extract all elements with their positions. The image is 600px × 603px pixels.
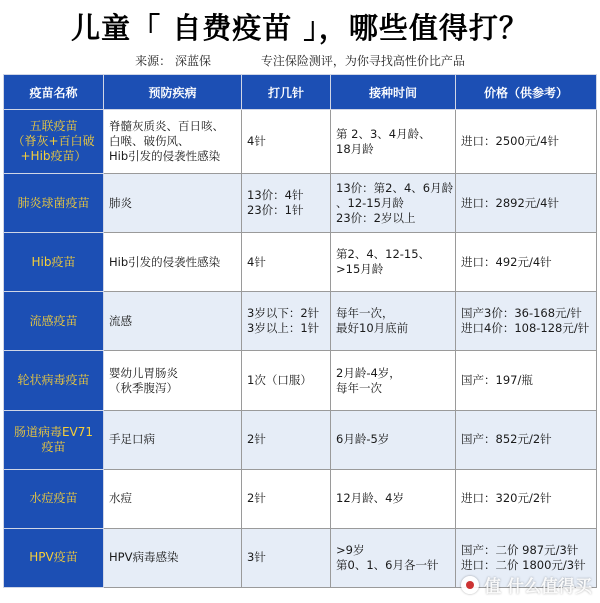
disease-cell-line: 流感 (109, 313, 132, 328)
schedule-cell-line: 2月龄-4岁， (336, 365, 401, 380)
doses-cell (242, 233, 331, 292)
schedule-cell-line: >15月龄 (336, 262, 384, 277)
table-row (4, 410, 597, 469)
doses-cell (242, 351, 331, 410)
schedule-cell-line: 12月龄、4岁 (336, 491, 404, 506)
table-row (4, 233, 597, 292)
doses-cell (242, 174, 331, 233)
price-cell (456, 110, 597, 174)
price-cell-line: 国产：197/瓶 (461, 373, 533, 387)
price-cell (456, 174, 597, 233)
disease-cell (104, 410, 242, 469)
disease-cell (104, 110, 242, 174)
price-cell-line: 国产：852元/2针 (461, 432, 552, 447)
disease-cell-line: （秋季腹泻） (109, 380, 178, 395)
column-header-time: 接种时间 (331, 75, 456, 110)
price-cell-line: 进口：492元/4针 (461, 254, 552, 269)
vaccine-name-cell (4, 528, 104, 587)
disease-cell-line: 白喉、破伤风、 (109, 134, 190, 149)
disease-cell (104, 528, 242, 587)
doses-cell-line: 3针 (247, 550, 266, 565)
vaccine-name-cell-line: Hib疫苗 (31, 254, 76, 269)
disease-cell-line: 婴幼儿胃肠炎 (109, 365, 178, 380)
doses-cell-line: 23价：1针 (247, 203, 304, 218)
vaccine-name-cell-line: 轮状病毒疫苗 (17, 373, 90, 387)
doses-cell (242, 410, 331, 469)
column-header-doses: 打几针 (242, 75, 331, 110)
schedule-cell-line: 第 2、3、4月龄、 (336, 126, 431, 141)
price-cell (456, 351, 597, 410)
disease-cell (104, 469, 242, 528)
schedule-cell-line: 第0、1、6月各一针 (336, 557, 439, 572)
subtitle (0, 52, 600, 69)
column-header-disease: 预防疾病 (104, 75, 242, 110)
schedule-cell-line: 每年一次 (336, 380, 382, 395)
schedule-cell (331, 351, 456, 410)
disease-cell-line: 水痘 (109, 491, 132, 506)
doses-cell-line: 3岁以上：1针 (247, 321, 320, 336)
page-title: 儿童「 自费疫苗 」，哪些值得打？ (71, 11, 529, 45)
vaccine-name-cell-line: 流感疫苗 (29, 313, 78, 328)
vaccine-name-cell-line: 水痘疫苗 (29, 491, 78, 506)
disease-cell (104, 233, 242, 292)
table-body (4, 110, 597, 588)
vaccine-name-cell (4, 110, 104, 174)
table-header-row (4, 75, 597, 110)
disease-cell-line: 肺炎 (109, 195, 132, 210)
column-header-price: 价格（供参考） (456, 75, 597, 110)
disease-cell-line: Hib引发的侵袭性感染 (109, 149, 221, 164)
doses-cell-line: 1次（口服） (247, 373, 312, 387)
doses-cell (242, 110, 331, 174)
smzdm-logo-icon (461, 576, 479, 594)
schedule-cell (331, 469, 456, 528)
vaccine-name-cell-line: 肺炎球菌疫苗 (17, 195, 90, 210)
schedule-cell-line: 6月龄-5岁 (336, 432, 390, 447)
vaccine-name-cell (4, 410, 104, 469)
doses-cell-line: 3岁以下：2针 (247, 306, 320, 321)
price-cell (456, 233, 597, 292)
price-cell (456, 292, 597, 351)
vaccine-name-cell (4, 233, 104, 292)
disease-cell-line: 脊髓灰质炎、百日咳、 (109, 119, 224, 134)
vaccine-name-cell-line: （脊灰+百白破 (12, 134, 95, 149)
schedule-cell-line: 18月龄 (336, 141, 374, 156)
vaccine-name-cell (4, 174, 104, 233)
schedule-cell (331, 528, 456, 587)
watermark (461, 572, 592, 597)
schedule-cell (331, 292, 456, 351)
vaccine-name-cell-line: 疫苗 (41, 439, 66, 454)
table-row (4, 351, 597, 410)
table-row (4, 174, 597, 233)
doses-cell-line: 4针 (247, 254, 266, 269)
schedule-cell-line: 每年一次， (336, 306, 394, 321)
disease-cell-line: HPV病毒感染 (109, 550, 179, 565)
schedule-cell (331, 174, 456, 233)
schedule-cell-line: 23价：2岁以上 (336, 210, 416, 225)
column-header-name: 疫苗名称 (4, 75, 104, 110)
schedule-cell-line: 、12-15月龄 (336, 195, 404, 210)
table-row (4, 292, 597, 351)
watermark-text: 值 什么值得买 (484, 577, 592, 597)
schedule-cell-line: 第2、4、12-15、 (336, 247, 431, 262)
vaccine-name-cell (4, 351, 104, 410)
doses-cell-line: 13价：4针 (247, 188, 304, 203)
price-cell-line: 国产3价：36-168元/针 (461, 306, 582, 321)
schedule-cell (331, 233, 456, 292)
doses-cell-line: 2针 (247, 491, 266, 506)
schedule-cell-line: 最好10月底前 (336, 321, 409, 336)
disease-cell (104, 351, 242, 410)
doses-cell (242, 469, 331, 528)
price-cell (456, 410, 597, 469)
vaccine-name-cell-line: 肠道病毒EV71 (13, 424, 94, 439)
vaccine-table (3, 74, 597, 588)
price-cell-line: 进口：二价 1800元/3针 (461, 557, 586, 572)
disease-cell (104, 174, 242, 233)
schedule-cell-line: >9岁 (336, 542, 365, 557)
vaccine-name-cell-line: 五联疫苗 (29, 119, 78, 134)
doses-cell-line: 4针 (247, 134, 266, 149)
price-cell-line: 进口：320元/2针 (461, 491, 552, 506)
vaccine-name-cell (4, 469, 104, 528)
doses-cell-line: 2针 (247, 432, 266, 447)
disease-cell (104, 292, 242, 351)
doses-cell (242, 292, 331, 351)
schedule-cell (331, 410, 456, 469)
vaccine-name-cell (4, 292, 104, 351)
source-label: 来源： 深蓝保 (135, 54, 211, 68)
price-cell-line: 进口4价：108-128元/针 (461, 321, 590, 336)
table-row (4, 110, 597, 174)
disease-cell-line: 手足口病 (109, 432, 155, 447)
price-cell (456, 469, 597, 528)
vaccine-name-cell-line: HPV疫苗 (29, 550, 78, 565)
price-cell-line: 国产：二价 987元/3针 (461, 542, 579, 557)
disease-cell-line: Hib引发的侵袭性感染 (109, 254, 221, 269)
schedule-cell-line: 13价：第2、4、6月龄 (336, 180, 454, 195)
table-row (4, 469, 597, 528)
price-cell-line: 进口：2500元/4针 (461, 134, 559, 149)
tagline: 专注保险测评，为你寻找高性价比产品 (260, 54, 465, 68)
price-cell-line: 进口：2892元/4针 (461, 195, 559, 210)
schedule-cell (331, 110, 456, 174)
doses-cell (242, 528, 331, 587)
vaccine-name-cell-line: +Hib疫苗） (20, 149, 87, 164)
